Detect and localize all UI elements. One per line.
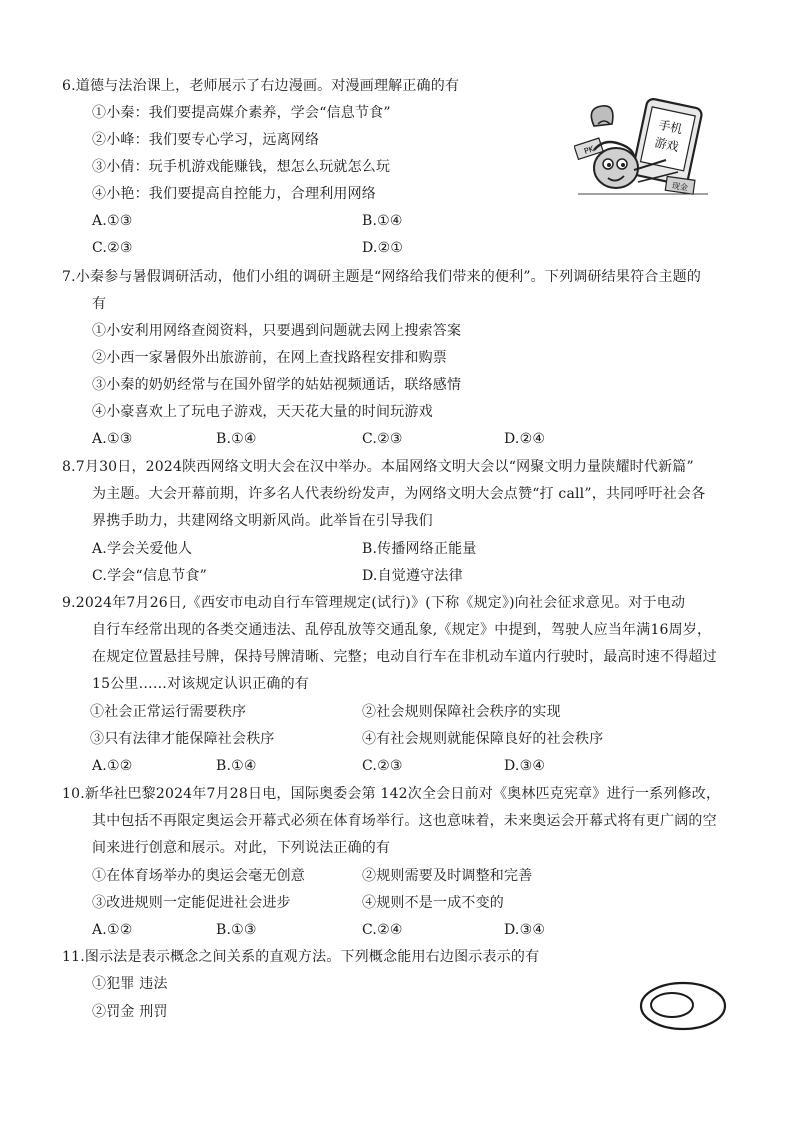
q9-stem-line-2: 自行车经常出现的各类交通违法、乱停乱放等交通乱象,《规定》中提到，驾驶人应当年满16周岁， — [92, 622, 712, 638]
q6-option-c: C.②③ — [92, 240, 133, 256]
q6-item-3: ③小倩：玩手机游戏能赚钱，想怎么玩就怎么玩 — [92, 159, 391, 175]
nested-ellipse-diagram — [638, 980, 728, 1032]
outer-ellipse — [641, 983, 725, 1029]
q11-item-1: ①犯罪 违法 — [92, 976, 168, 992]
q8-stem-line-1: 8.7月30日，2024陕西网络文明大会在汉中举办。本届网络文明大会以“网聚文明力量陕耀时代新篇” — [62, 459, 694, 475]
q9-stem-line-3: 在规定位置悬挂号牌，保持号牌清晰、完整；电动自行车在非机动车道内行驶时，最高时速不得超过 — [92, 649, 717, 665]
q10-item-4: ④规则不是一成不变的 — [362, 895, 504, 911]
q6-stem: 6.道德与法治课上，老师展示了右边漫画。对漫画理解正确的有 — [62, 78, 460, 94]
q7-option-a: A.①③ — [92, 431, 133, 447]
q7-option-c: C.②③ — [362, 431, 403, 447]
q10-stem-line-1: 10.新华社巴黎2024年7月28日电，国际奥委会第 142次全会日前对《奥林匹克宪章》进行一系列修改， — [62, 786, 721, 802]
inner-ellipse — [651, 993, 693, 1017]
q6-option-b: B.①④ — [362, 213, 403, 229]
cartoon-illustration — [574, 98, 712, 198]
q9-option-a: A.①② — [92, 758, 133, 774]
q8-option-a: A.学会关爱他人 — [92, 541, 193, 557]
q11-item-2: ②罚金 刑罚 — [92, 1004, 168, 1020]
q7-stem-line-1: 7.小秦参与暑假调研活动，他们小组的调研主题是“网络给我们带来的便利”。下列调研结果符合主题的 — [62, 269, 702, 285]
tag-left-label: PK — [582, 144, 596, 157]
q9-option-d: D.③④ — [504, 758, 546, 774]
q10-option-b: B.①③ — [216, 922, 257, 938]
q10-stem-line-2: 其中包括不再限定奥运会开幕式必须在体育场举行。这也意味着，未来奥运会开幕式将有更广阔的空 — [92, 813, 717, 829]
phone-label-2: 游戏 — [653, 135, 680, 155]
q9-option-c: C.②③ — [362, 758, 403, 774]
q6-item-4: ④小艳：我们要提高自控能力，合理利用网络 — [92, 186, 376, 202]
q6-option-a: A.①③ — [92, 213, 133, 229]
q9-item-2: ②社会规则保障社会秩序的实现 — [362, 704, 561, 720]
q8-stem-line-2: 为主题。大会开幕前期，许多名人代表纷纷发声，为网络文明大会点赞“打 call”，共同呼吁社会各 — [92, 486, 706, 502]
phone-label-1: 手机 — [657, 117, 684, 137]
q10-option-d: D.③④ — [504, 922, 546, 938]
q7-option-d: D.②④ — [504, 431, 546, 447]
q9-stem-line-4: 15公里……对该规定认识正确的有 — [92, 676, 310, 692]
q7-item-1: ①小安利用网络查阅资料，只要遇到问题就去网上搜索答案 — [92, 323, 462, 339]
q6-item-1: ①小秦：我们要提高媒介素养，学会“信息节食” — [92, 105, 391, 121]
q8-option-c: C.学会“信息节食” — [92, 568, 207, 584]
q7-item-3: ③小秦的奶奶经常与在国外留学的姑姑视频通话，联络感情 — [92, 377, 462, 393]
q11-stem: 11.图示法是表示概念之间关系的直观方法。下列概念能用右边图示表示的有 — [62, 949, 540, 965]
q10-item-3: ③改进规则一定能促进社会进步 — [92, 895, 291, 911]
q10-stem-line-3: 间来进行创意和展示。对此，下列说法正确的有 — [92, 840, 391, 856]
q10-item-2: ②规则需要及时调整和完善 — [362, 868, 533, 884]
q7-option-b: B.①④ — [216, 431, 257, 447]
q9-item-4: ④有社会规则就能保障良好的社会秩序 — [362, 731, 604, 747]
q9-item-1: ①社会正常运行需要秩序 — [90, 704, 247, 720]
q7-stem-line-2: 有 — [92, 296, 107, 312]
q9-item-3: ③只有法律才能保障社会秩序 — [90, 731, 275, 747]
q8-option-d: D.自觉遵守法律 — [362, 568, 463, 584]
q10-option-c: C.②④ — [362, 922, 403, 938]
q7-item-4: ④小豪喜欢上了玩电子游戏，天天花大量的时间玩游戏 — [92, 404, 433, 420]
q6-item-2: ②小峰：我们要专心学习，远离网络 — [92, 132, 320, 148]
q9-stem-line-1: 9.2024年7月26日,《西安市电动自行车管理规定(试行)》(下称《规定》)向社会征求意见。对于电动 — [62, 595, 686, 611]
q10-option-a: A.①② — [92, 922, 133, 938]
q7-item-2: ②小西一家暑假外出旅游前，在网上查找路程安排和购票 — [92, 350, 447, 366]
q10-item-1: ①在体育场举办的奥运会毫无创意 — [92, 868, 305, 884]
q8-option-b: B.传播网络正能量 — [362, 541, 477, 557]
tag-right-label: 现金 — [671, 181, 689, 193]
q6-option-d: D.②① — [362, 240, 404, 256]
q8-stem-line-3: 界携手助力，共建网络文明新风尚。此举旨在引导我们 — [92, 513, 433, 529]
q9-option-b: B.①④ — [216, 758, 257, 774]
